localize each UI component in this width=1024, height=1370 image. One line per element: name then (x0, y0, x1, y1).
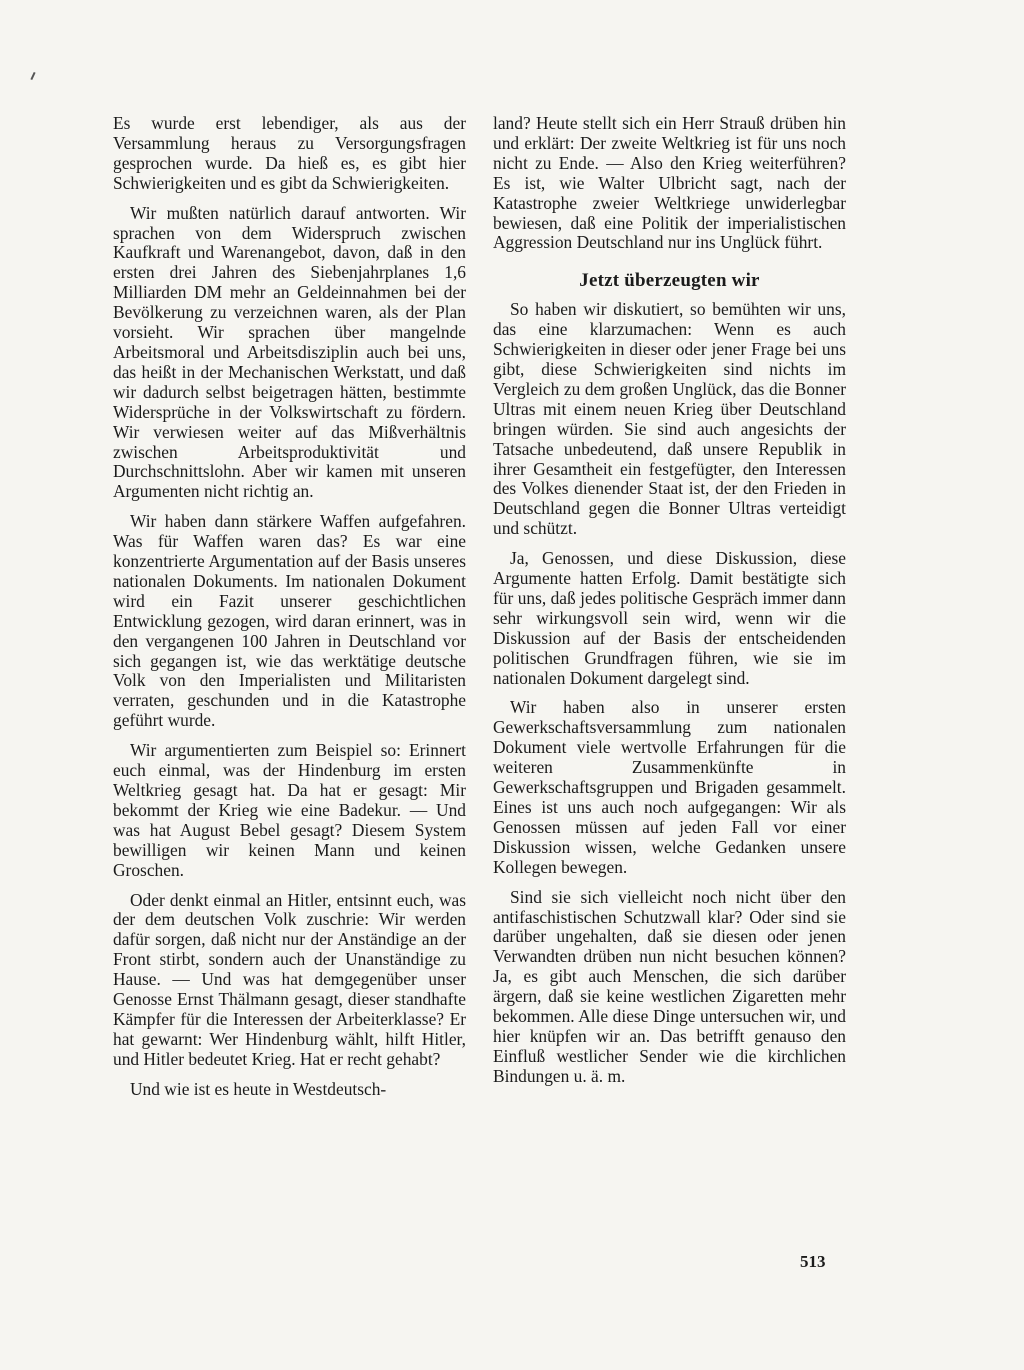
right-column (493, 114, 846, 1097)
right-paragraph-1: land? Heute stellt sich ein Herr Strauß drüben hin und erklärt: Der zweite Weltkrieg ist für uns noch nicht zu Ende. — Also den Krieg weiterführen? Es ist, wie Walter Ulbricht sagt, nach der Katastrophe zweier Weltkriege unwiderlegbar bewiesen, daß eine Politik der imperialistischen Aggression Deutschland nur ins Unglück führt. (493, 113, 846, 253)
left-paragraph-2: Wir mußten natürlich darauf antworten. Wir sprachen von dem Widerspruch zwischen Kaufkraft und Warenangebot, davon, daß in den ersten drei Jahren des Siebenjahrplanes 1,6 Milliarden DM mehr an Geldeinnahmen bei der Bevölkerung zu verzeichnen waren, als der Plan vorsieht. Wir sprachen über mangelnde Arbeitsmoral und Arbeitsdisziplin auch bei uns, das heißt in der Mechanischen Werkstatt, und daß wir dadurch selbst beigetragen hätten, bestimmte Widersprüche in der Volkswirtschaft zu fördern. Wir verwiesen weiter auf das Mißverhältnis zwischen Arbeitsproduktivität und Durchschnittslohn. Aber wir kamen mit unseren Argumenten nicht richtig an. (113, 202, 466, 502)
right-paragraph-4: Wir haben also in unserer ersten Gewerkschaftsversammlung zum nationalen Dokument viele wertvolle Erfahrungen für die weiteren Zusammenkünfte in Gewerkschaftsgruppen und Brigaden gesammelt. Eines ist uns auch noch aufgegangen: Wir als Genossen müssen auf jeden Fall vor einer Diskussion wissen, welche Gedanken unsere Kollegen bewegen. (493, 697, 846, 877)
scan-speck (30, 72, 35, 80)
left-paragraph-4: Wir argumentierten zum Beispiel so: Erinnert euch einmal, was der Hindenburg im ersten Weltkrieg gesagt hat. Da hat er gesagt: Mir bekommt der Krieg wie eine Badekur. — Und was hat August Bebel gesagt? Diesem System bewilligen wir keinen Mann und keinen Groschen. (113, 740, 466, 880)
section-heading: Jetzt überzeugten wir (579, 270, 760, 292)
page-number: 513 (800, 1252, 826, 1271)
left-paragraph-6: Und wie ist es heute in Westdeutsch- (130, 1078, 387, 1099)
left-paragraph-5: Oder denkt einmal an Hitler, entsinnt euch, was der dem deutschen Volk zuschrie: Wir werden dafür sorgen, daß nicht nur der Anständige an der Front stirbt, sondern auch der Unanständige zu Hause. — Und was hat demgegenüber unser Genosse Ernst Thälmann gesagt, dieser standhafte Kämpfer für die Interessen der Arbeiterklasse? Er hat gewarnt: Wer Hindenburg wählt, hilft Hitler, und Hitler bedeutet Krieg. Hat er recht gehabt? (113, 889, 466, 1069)
right-paragraph-5: Sind sie sich vielleicht noch nicht über den antifaschistischen Schutzwall klar? Oder sind sie darüber ungehalten, daß sie diesen oder jenen Verwandten drüben nun nicht besuchen können? Ja, es gibt auch Menschen, die sich darüber ärgern, daß sie keine westlichen Zigaretten mehr bekommen. Alle diese Dinge untersuchen wir, und hier knüpfen wir an. Das betrifft genauso den Einfluß westlicher Sender wie die kirchlichen Bindungen u. ä. m. (493, 886, 846, 1086)
left-paragraph-1: Es wurde erst lebendiger, als aus der Versammlung heraus zu Versorgungsfragen gesprochen wurde. Da hieß es, es gibt hier Schwierigkeiten und es gibt da Schwierigkeiten. (113, 113, 466, 193)
left-paragraph-3: Wir haben dann stärkere Waffen aufgefahren. Was für Waffen waren das? Es war eine konzentrierte Argumentation auf der Basis unseres nationalen Dokuments. Im nationalen Dokument wird ein Fazit unserer geschichtlichen Entwicklung gezogen, wird daran erinnert, was in den vergangenen 100 Jahren in Deutschland vor sich gegangen ist, wie das werktätige deutsche Volk von den Imperialisten und Militaristen verraten, geschunden und in die Katastrophe geführt wurde. (113, 511, 466, 731)
right-paragraph-2: So haben wir diskutiert, so bemühten wir uns, das eine klarzumachen: Wenn es auch Schwierigkeiten in dieser oder jener Frage bei uns gibt, diese Schwierigkeiten sind nichts im Vergleich zu dem großen Unglück, das die Bonner Ultras mit einem neuen Krieg über Deutschland bringen würden. Sie sind auch angesichts der Tatsache unbedeutend, daß unsere Republik in ihrer Gesamtheit ein festgefügter, den Interessen des Volkes dienender Staat ist, der den Frieden in Deutschland gegen die Bonner Ultras verteidigt und schützt. (493, 299, 846, 539)
right-paragraph-3: Ja, Genossen, und diese Diskussion, diese Argumente hatten Erfolg. Damit bestätigte sich für uns, daß jedes politische Gespräch immer dann sehr wirkungsvoll sein wird, wenn wir die Diskussion auf der Basis der entscheidenden politischen Grundfragen führen, wie sie im nationalen Dokument dargelegt sind. (493, 548, 846, 688)
left-column (113, 114, 466, 1110)
